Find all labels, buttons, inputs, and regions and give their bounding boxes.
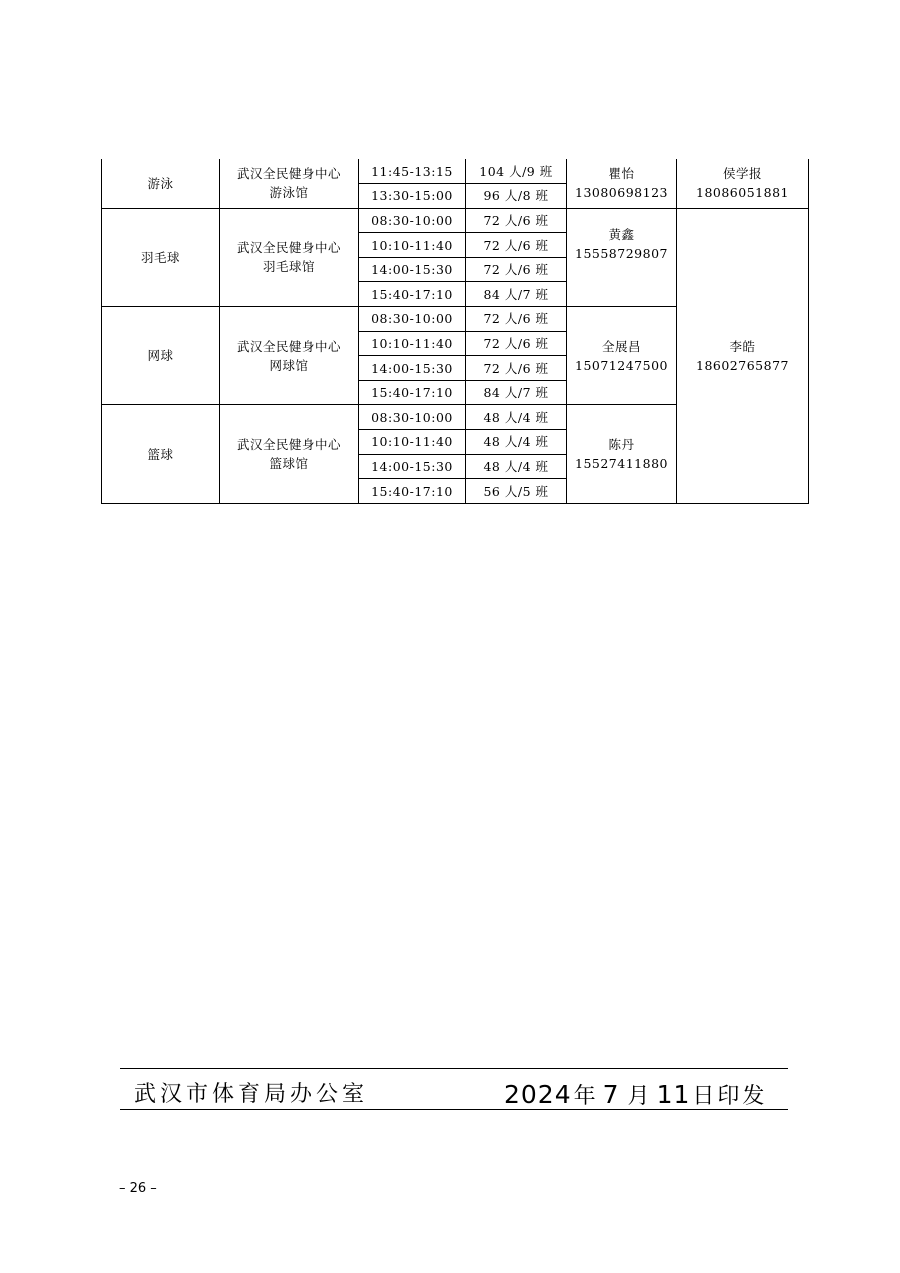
time-cell: 14:00-15:30 [359, 257, 466, 282]
month-unit: 月 [627, 1084, 653, 1109]
issue-day: 11 [656, 1080, 691, 1109]
time-cell: 08:30-10:00 [359, 405, 466, 430]
sport-cell: 篮球 [102, 405, 220, 503]
time-cell: 11:45-13:15 [359, 159, 466, 184]
capacity-cell: 84 人/7 班 [466, 380, 567, 405]
time-cell: 15:40-17:10 [359, 282, 466, 307]
capacity-cell: 72 人/6 班 [466, 257, 567, 282]
capacity-cell: 72 人/6 班 [466, 233, 567, 258]
capacity-cell: 104 人/9 班 [466, 159, 567, 184]
time-cell: 15:40-17:10 [359, 380, 466, 405]
time-cell: 10:10-11:40 [359, 233, 466, 258]
capacity-cell: 72 人/6 班 [466, 331, 567, 356]
issue-date [504, 1081, 767, 1111]
venue-cell: 武汉全民健身中心 网球馆 [220, 307, 359, 405]
capacity-cell: 48 人/4 班 [466, 454, 567, 479]
table-row [102, 208, 809, 233]
time-cell: 08:30-10:00 [359, 307, 466, 332]
contact-cell: 全展昌 15071247500 [567, 307, 677, 405]
supervisor-cell: 侯学报 18086051881 [677, 159, 809, 208]
issuer-name: 武汉市体育局办公室 [134, 1082, 369, 1107]
capacity-cell: 56 人/5 班 [466, 479, 567, 504]
time-cell: 08:30-10:00 [359, 208, 466, 233]
time-cell: 15:40-17:10 [359, 479, 466, 504]
venue-cell: 武汉全民健身中心 篮球馆 [220, 405, 359, 503]
footer-top-rule [120, 1068, 788, 1069]
year-unit: 年 [573, 1084, 599, 1109]
issue-year: 2024 [504, 1080, 572, 1109]
venue-cell: 武汉全民健身中心 游泳馆 [220, 159, 359, 208]
schedule-table [101, 159, 809, 504]
contact-cell: 瞿怡 13080698123 [567, 159, 677, 208]
sport-cell: 游泳 [102, 159, 220, 208]
contact-cell: 陈丹 15527411880 [567, 405, 677, 503]
contact-cell: 黄鑫 15558729807 [567, 208, 677, 306]
time-cell: 10:10-11:40 [359, 430, 466, 455]
time-cell: 14:00-15:30 [359, 454, 466, 479]
time-cell: 10:10-11:40 [359, 331, 466, 356]
issue-month: 7 [602, 1080, 620, 1109]
page-number: – 26 – [119, 1181, 157, 1196]
capacity-cell: 72 人/6 班 [466, 208, 567, 233]
footer-bottom-rule [120, 1109, 788, 1110]
capacity-cell: 72 人/6 班 [466, 356, 567, 381]
capacity-cell: 72 人/6 班 [466, 307, 567, 332]
capacity-cell: 84 人/7 班 [466, 282, 567, 307]
capacity-cell: 96 人/8 班 [466, 184, 567, 209]
sport-cell: 网球 [102, 307, 220, 405]
sport-cell: 羽毛球 [102, 208, 220, 306]
table-row [102, 159, 809, 184]
time-cell: 13:30-15:00 [359, 184, 466, 209]
capacity-cell: 48 人/4 班 [466, 430, 567, 455]
time-cell: 14:00-15:30 [359, 356, 466, 381]
venue-cell: 武汉全民健身中心 羽毛球馆 [220, 208, 359, 306]
day-unit: 日印发 [692, 1084, 768, 1109]
supervisor-cell: 李皓 18602765877 [677, 208, 809, 503]
capacity-cell: 48 人/4 班 [466, 405, 567, 430]
